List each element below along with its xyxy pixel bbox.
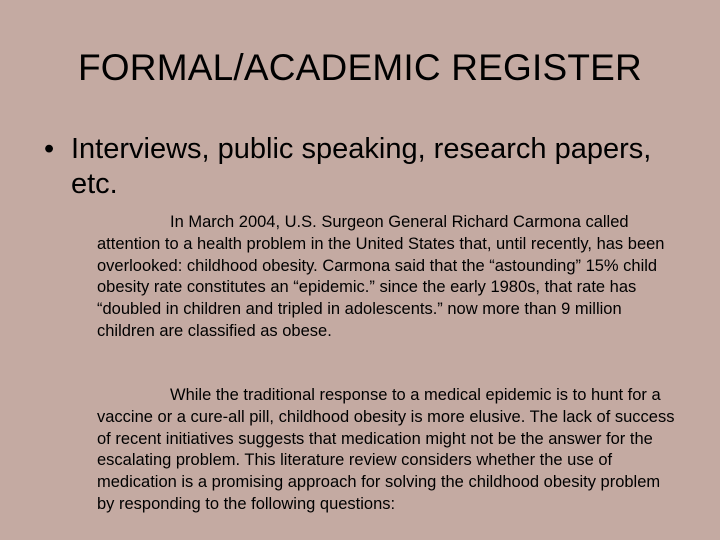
quote-paragraph-1: In March 2004, U.S. Surgeon General Richard Carmona called attention to a health problem in the United States that, until recently, has been overlooked: childhood obesity. Carmona said that the “astounding” 15% child obesity rate constitutes an “epidemic.” since the early 1980s, that rate has “doubled in children and tripled in adolescents.” now more than 9 million children are classified as obese. bbox=[97, 213, 665, 340]
quote-paragraph-2: While the traditional response to a medical epidemic is to hunt for a vaccine or a cure-all pill, childhood obesity is more elusive. The lack of success of recent initiatives suggests that medication might not be the answer for the escalating problem. This literature review considers whether the use of medication is a promising approach for solving the childhood obesity problem by responding to the following questions: bbox=[97, 386, 675, 513]
slide-title: FORMAL/ACADEMIC REGISTER bbox=[78, 47, 642, 88]
bullet-marker: • bbox=[44, 133, 55, 165]
bullet-text: Interviews, public speaking, research papers, etc. bbox=[71, 133, 652, 200]
